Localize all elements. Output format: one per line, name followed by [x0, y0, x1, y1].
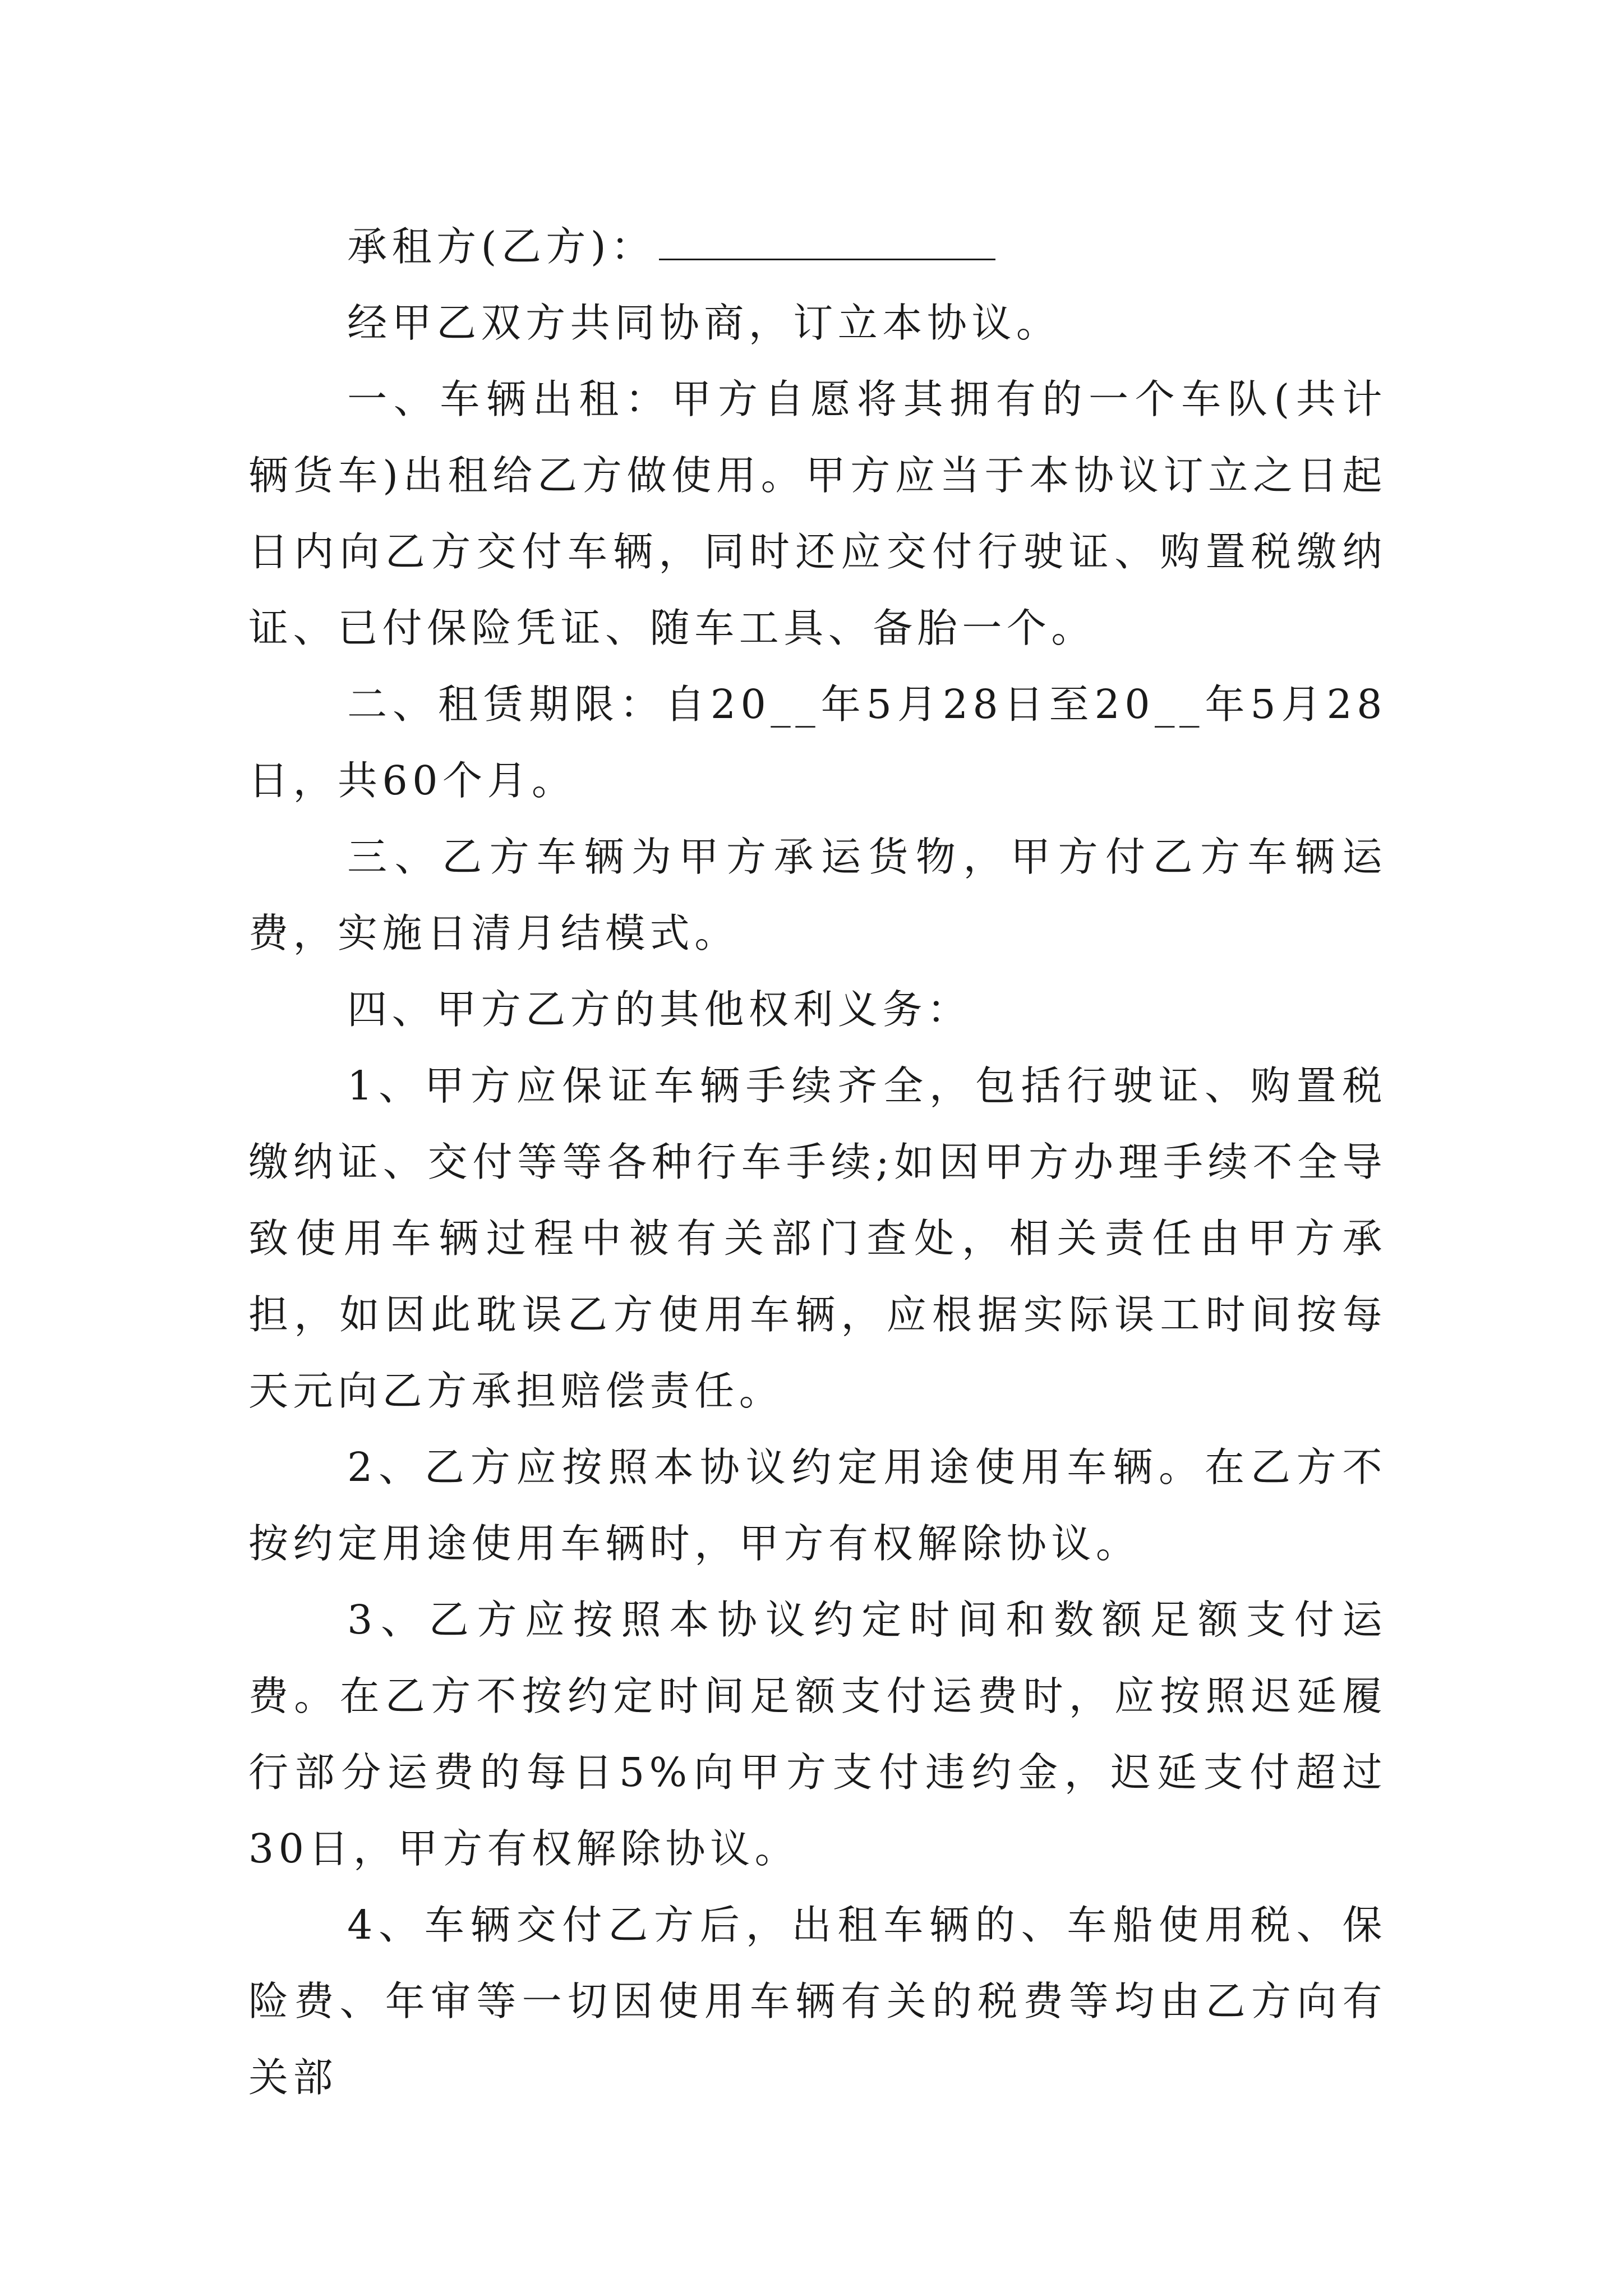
paragraph-freight: 三、乙方车辆为甲方承运货物，甲方付乙方车辆运费，实施日清月结模式。 — [248, 834, 1387, 956]
signature-blank-line — [659, 219, 995, 260]
contract-body — [248, 209, 1387, 2116]
paragraph-vehicle-rental: 一、车辆出租：甲方自愿将其拥有的一个车队(共计辆货车)出租给乙方做使用。甲方应当于本协议订立之日起日内向乙方交付车辆，同时还应交付行驶证、购置税缴纳证、已付保险凭证、随车工具、备胎一个。 — [248, 376, 1387, 651]
paragraph-clause-3: 3、乙方应按照本协议约定时间和数额足额支付运费。在乙方不按约定时间足额支付运费时，应按照迟延履行部分运费的每日5%向甲方支付违约金，迟延支付超过30日，甲方有权解除协议。 — [248, 1596, 1387, 1872]
paragraph-rights-heading: 四、甲方乙方的其他权利义务： — [347, 986, 972, 1033]
paragraph-clause-4: 4、车辆交付乙方后，出租车辆的、车船使用税、保险费、年审等一切因使用车辆有关的税费等均由乙方向有关部 — [248, 1902, 1387, 2101]
lessee-line — [248, 209, 1387, 285]
lessee-label: 承租方(乙方)： — [347, 223, 656, 270]
paragraph-clause-1: 1、甲方应保证车辆手续齐全，包括行驶证、购置税缴纳证、交付等等各种行车手续;如因甲方办理手续不全导致使用车辆过程中被有关部门查处，相关责任由甲方承担，如因此耽误乙方使用车辆，应根据实际误工时间按每天元向乙方承担赔偿责任。 — [248, 1062, 1387, 1414]
paragraph-lease-term: 二、租赁期限：自20__年5月28日至20__年5月28日，共60个月。 — [248, 681, 1387, 804]
paragraph-clause-2: 2、乙方应按照本协议约定用途使用车辆。在乙方不按约定用途使用车辆时，甲方有权解除协议。 — [248, 1444, 1387, 1567]
paragraph-intro: 经甲乙双方共同协商，订立本协议。 — [347, 300, 1061, 346]
